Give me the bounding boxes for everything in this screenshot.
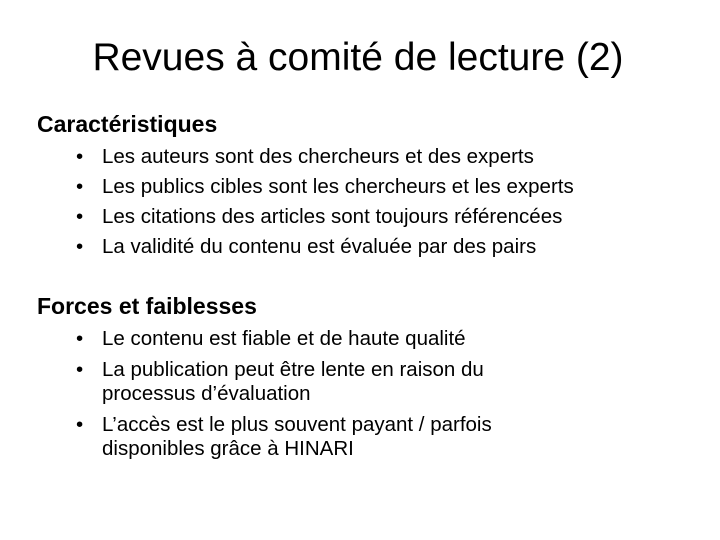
section-heading-strengths-weaknesses: Forces et faiblesses [37, 293, 257, 319]
list-item: • La publication peut être lente en raison du processus d’évaluation [76, 358, 484, 405]
bullet-icon: • [76, 413, 84, 436]
list-item: • Les auteurs sont des chercheurs et des experts [76, 145, 534, 168]
bullet-icon: • [76, 145, 84, 168]
list-item: • Les publics cibles sont les chercheurs et les experts [76, 175, 574, 198]
bullet-icon: • [76, 205, 84, 228]
list-item: • L’accès est le plus souvent payant / parfois disponibles grâce à HINARI [76, 413, 492, 460]
slide-title: Revues à comité de lecture (2) [92, 36, 624, 79]
bullet-icon: • [76, 358, 84, 381]
list-item: • Les citations des articles sont toujours référencées [76, 205, 563, 228]
section-heading-characteristics: Caractéristiques [37, 111, 218, 137]
characteristics-list [76, 145, 574, 265]
list-item: • La validité du contenu est évaluée par des pairs [76, 235, 537, 258]
list-item: • Le contenu est fiable et de haute qualité [76, 327, 466, 350]
bullet-icon: • [76, 235, 84, 258]
bullet-icon: • [76, 327, 84, 350]
bullet-icon: • [76, 175, 84, 198]
strengths-weaknesses-list [76, 327, 582, 468]
